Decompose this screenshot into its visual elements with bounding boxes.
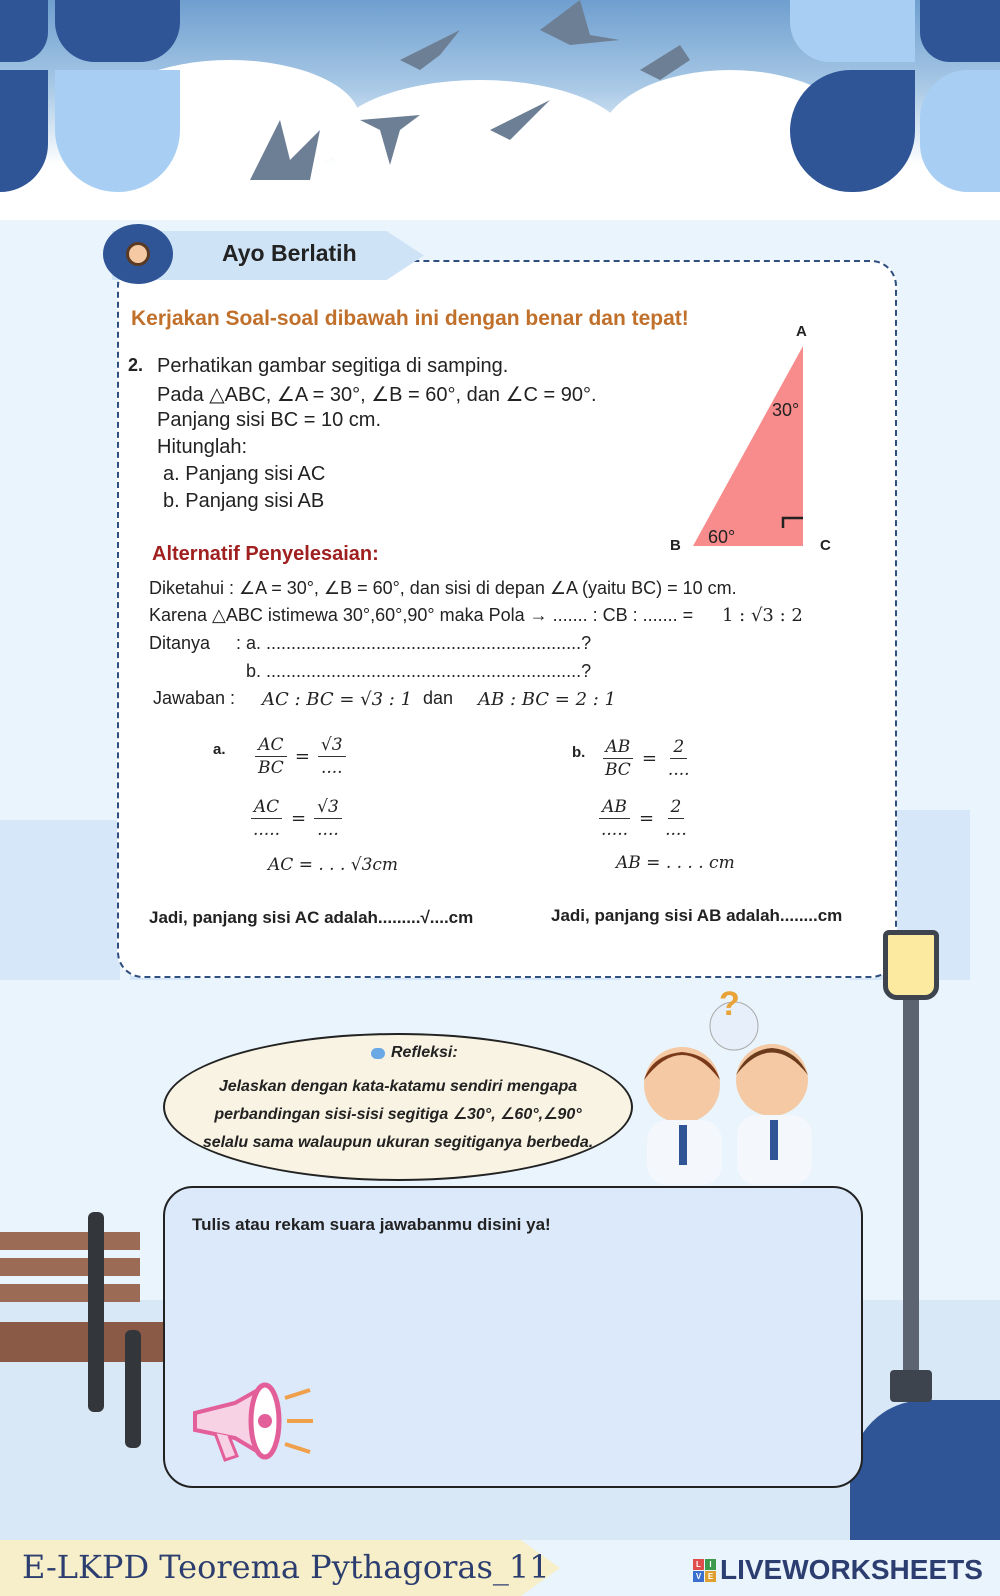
part-b-result: AB = . . . . cm xyxy=(616,853,735,873)
reflection-line: Jelaskan dengan kata-katamu sendiri mengapa xyxy=(218,1078,578,1095)
jawaban-ratio-ac: AC : BC = √3 : 1 xyxy=(262,689,413,710)
fraction xyxy=(602,737,634,780)
karena-line: Karena △ABC istimewa 30°,60°,90° maka Pola → ....... : CB : ....... = xyxy=(149,605,694,625)
ditanya-b: b. ...............................................................? xyxy=(246,661,592,681)
reflection-title: Refleksi: xyxy=(391,1044,458,1061)
equals-sign: = xyxy=(639,808,655,829)
fraction-denominator: .... xyxy=(320,758,343,778)
ditanya-label: Ditanya xyxy=(149,633,211,653)
bench-leg xyxy=(125,1330,141,1448)
equals-sign: = xyxy=(291,808,307,829)
corner-decoration xyxy=(55,0,180,62)
fraction-numerator: AC xyxy=(251,797,282,819)
question-line: b. Panjang sisi AB xyxy=(163,490,325,512)
question-line: Panjang sisi BC = 10 cm. xyxy=(157,409,381,431)
page-title: Ayo Berlatih xyxy=(222,240,357,266)
fraction-denominator: .... xyxy=(667,760,690,780)
vertex-a-label: A xyxy=(796,323,807,340)
vertex-b-label: B xyxy=(670,537,681,554)
fraction xyxy=(250,797,283,840)
fraction-denominator: .... xyxy=(317,820,339,840)
bench-leg xyxy=(88,1212,104,1412)
part-b-equation-1 xyxy=(602,737,693,780)
building xyxy=(0,820,120,980)
question-number: 2. xyxy=(128,355,144,375)
reflection-line: selalu sama walaupun ukuran segitiganya berbeda. xyxy=(202,1134,594,1151)
fraction xyxy=(662,797,690,840)
part-a-equation-1 xyxy=(255,735,346,778)
lamp-light-icon xyxy=(883,930,939,1000)
part-a-label: a. xyxy=(213,741,226,758)
reflection-title-row xyxy=(371,1044,458,1062)
part-b-conclusion: Jadi, panjang sisi AB adalah........cm xyxy=(551,906,843,925)
fraction-numerator: AC xyxy=(255,735,286,757)
liveworksheets-brand[interactable] xyxy=(693,1554,983,1586)
corner-decoration xyxy=(920,0,1000,62)
ditanya-a: : a. ...............................................................? xyxy=(236,633,592,653)
triangle-figure xyxy=(650,318,850,558)
birds-illustration xyxy=(220,0,780,200)
fraction xyxy=(665,737,693,780)
bench-slat xyxy=(0,1232,140,1250)
equals-sign: = xyxy=(294,746,310,767)
part-a-conclusion: Jadi, panjang sisi AC adalah.........√....cm xyxy=(149,908,474,927)
question-mark-icon: ? xyxy=(719,985,740,1023)
triangle-shape xyxy=(693,346,803,546)
liveworksheets-logo-icon: L I V E xyxy=(693,1559,716,1582)
fraction-numerator: AB xyxy=(603,737,634,759)
corner-decoration xyxy=(920,70,1000,192)
equals-sign: = xyxy=(641,748,657,769)
question-line: Hitunglah: xyxy=(157,436,248,458)
jawaban-dan: dan xyxy=(423,688,454,708)
question-line: Pada △ABC, ∠A = 30°, ∠B = 60°, dan ∠C = 90°. xyxy=(157,384,597,406)
brand-text: LIVEWORKSHEETS xyxy=(720,1554,983,1585)
fraction xyxy=(318,735,346,778)
fraction xyxy=(314,797,342,840)
vertex-c-label: C xyxy=(820,537,831,554)
part-b-label: b. xyxy=(572,744,586,761)
corner-decoration xyxy=(850,1400,1000,1540)
fraction-denominator: BC xyxy=(258,758,284,778)
angle-a-label: 30° xyxy=(772,400,800,420)
fraction-numerator: AB xyxy=(599,797,630,819)
answer-prompt: Tulis atau rekam suara jawabanmu disini ya! xyxy=(192,1215,551,1234)
lamp-post xyxy=(903,1000,919,1400)
teacher-avatar xyxy=(103,224,173,284)
part-b-equation-2 xyxy=(598,797,690,840)
jawaban-label: Jawaban : xyxy=(153,688,236,708)
fraction-denominator: .... xyxy=(665,820,687,840)
reflection-line: perbandingan sisi-sisi segitiga ∠30°, ∠60°,∠90° xyxy=(214,1106,582,1123)
angle-b-label: 60° xyxy=(708,527,736,547)
bench-slat xyxy=(0,1258,140,1276)
reflection-text xyxy=(163,1073,633,1157)
chat-bubble-icon xyxy=(371,1048,385,1059)
footer-title: E-LKPD Teorema Pythagoras_11 xyxy=(22,1548,550,1586)
students-illustration xyxy=(612,1000,842,1190)
fraction-numerator: √3 xyxy=(318,735,346,757)
bench-slat xyxy=(0,1284,140,1302)
part-a-equation-2 xyxy=(250,797,342,840)
jawaban-ratio-ab: AB : BC = 2 : 1 xyxy=(478,689,617,710)
corner-decoration xyxy=(790,70,915,192)
fraction xyxy=(255,735,287,778)
question-line: a. Panjang sisi AC xyxy=(163,463,326,485)
corner-decoration xyxy=(790,0,915,62)
diketahui-line: Diketahui : ∠A = 30°, ∠B = 60°, dan sisi di depan ∠A (yaitu BC) = 10 cm. xyxy=(149,578,737,598)
fraction-denominator: BC xyxy=(605,760,631,780)
part-a-result: AC = . . . √3cm xyxy=(268,855,399,875)
teacher-face-icon xyxy=(126,242,150,266)
solution-heading: Alternatif Penyelesaian: xyxy=(152,543,379,565)
fraction-denominator: ..... xyxy=(601,820,629,840)
lamp-base xyxy=(890,1370,932,1402)
fraction xyxy=(598,797,631,840)
fraction-denominator: ..... xyxy=(253,820,281,840)
corner-decoration xyxy=(55,70,180,192)
pola-ratio: 1 : √3 : 2 xyxy=(722,605,803,626)
fraction-numerator: 2 xyxy=(670,737,687,759)
instruction-text: Kerjakan Soal-soal dibawah ini dengan benar dan tepat! xyxy=(131,307,689,330)
question-line: Perhatikan gambar segitiga di samping. xyxy=(157,355,509,377)
megaphone-icon[interactable] xyxy=(185,1378,325,1468)
fraction-numerator: 2 xyxy=(668,797,685,819)
fraction-numerator: √3 xyxy=(314,797,342,819)
